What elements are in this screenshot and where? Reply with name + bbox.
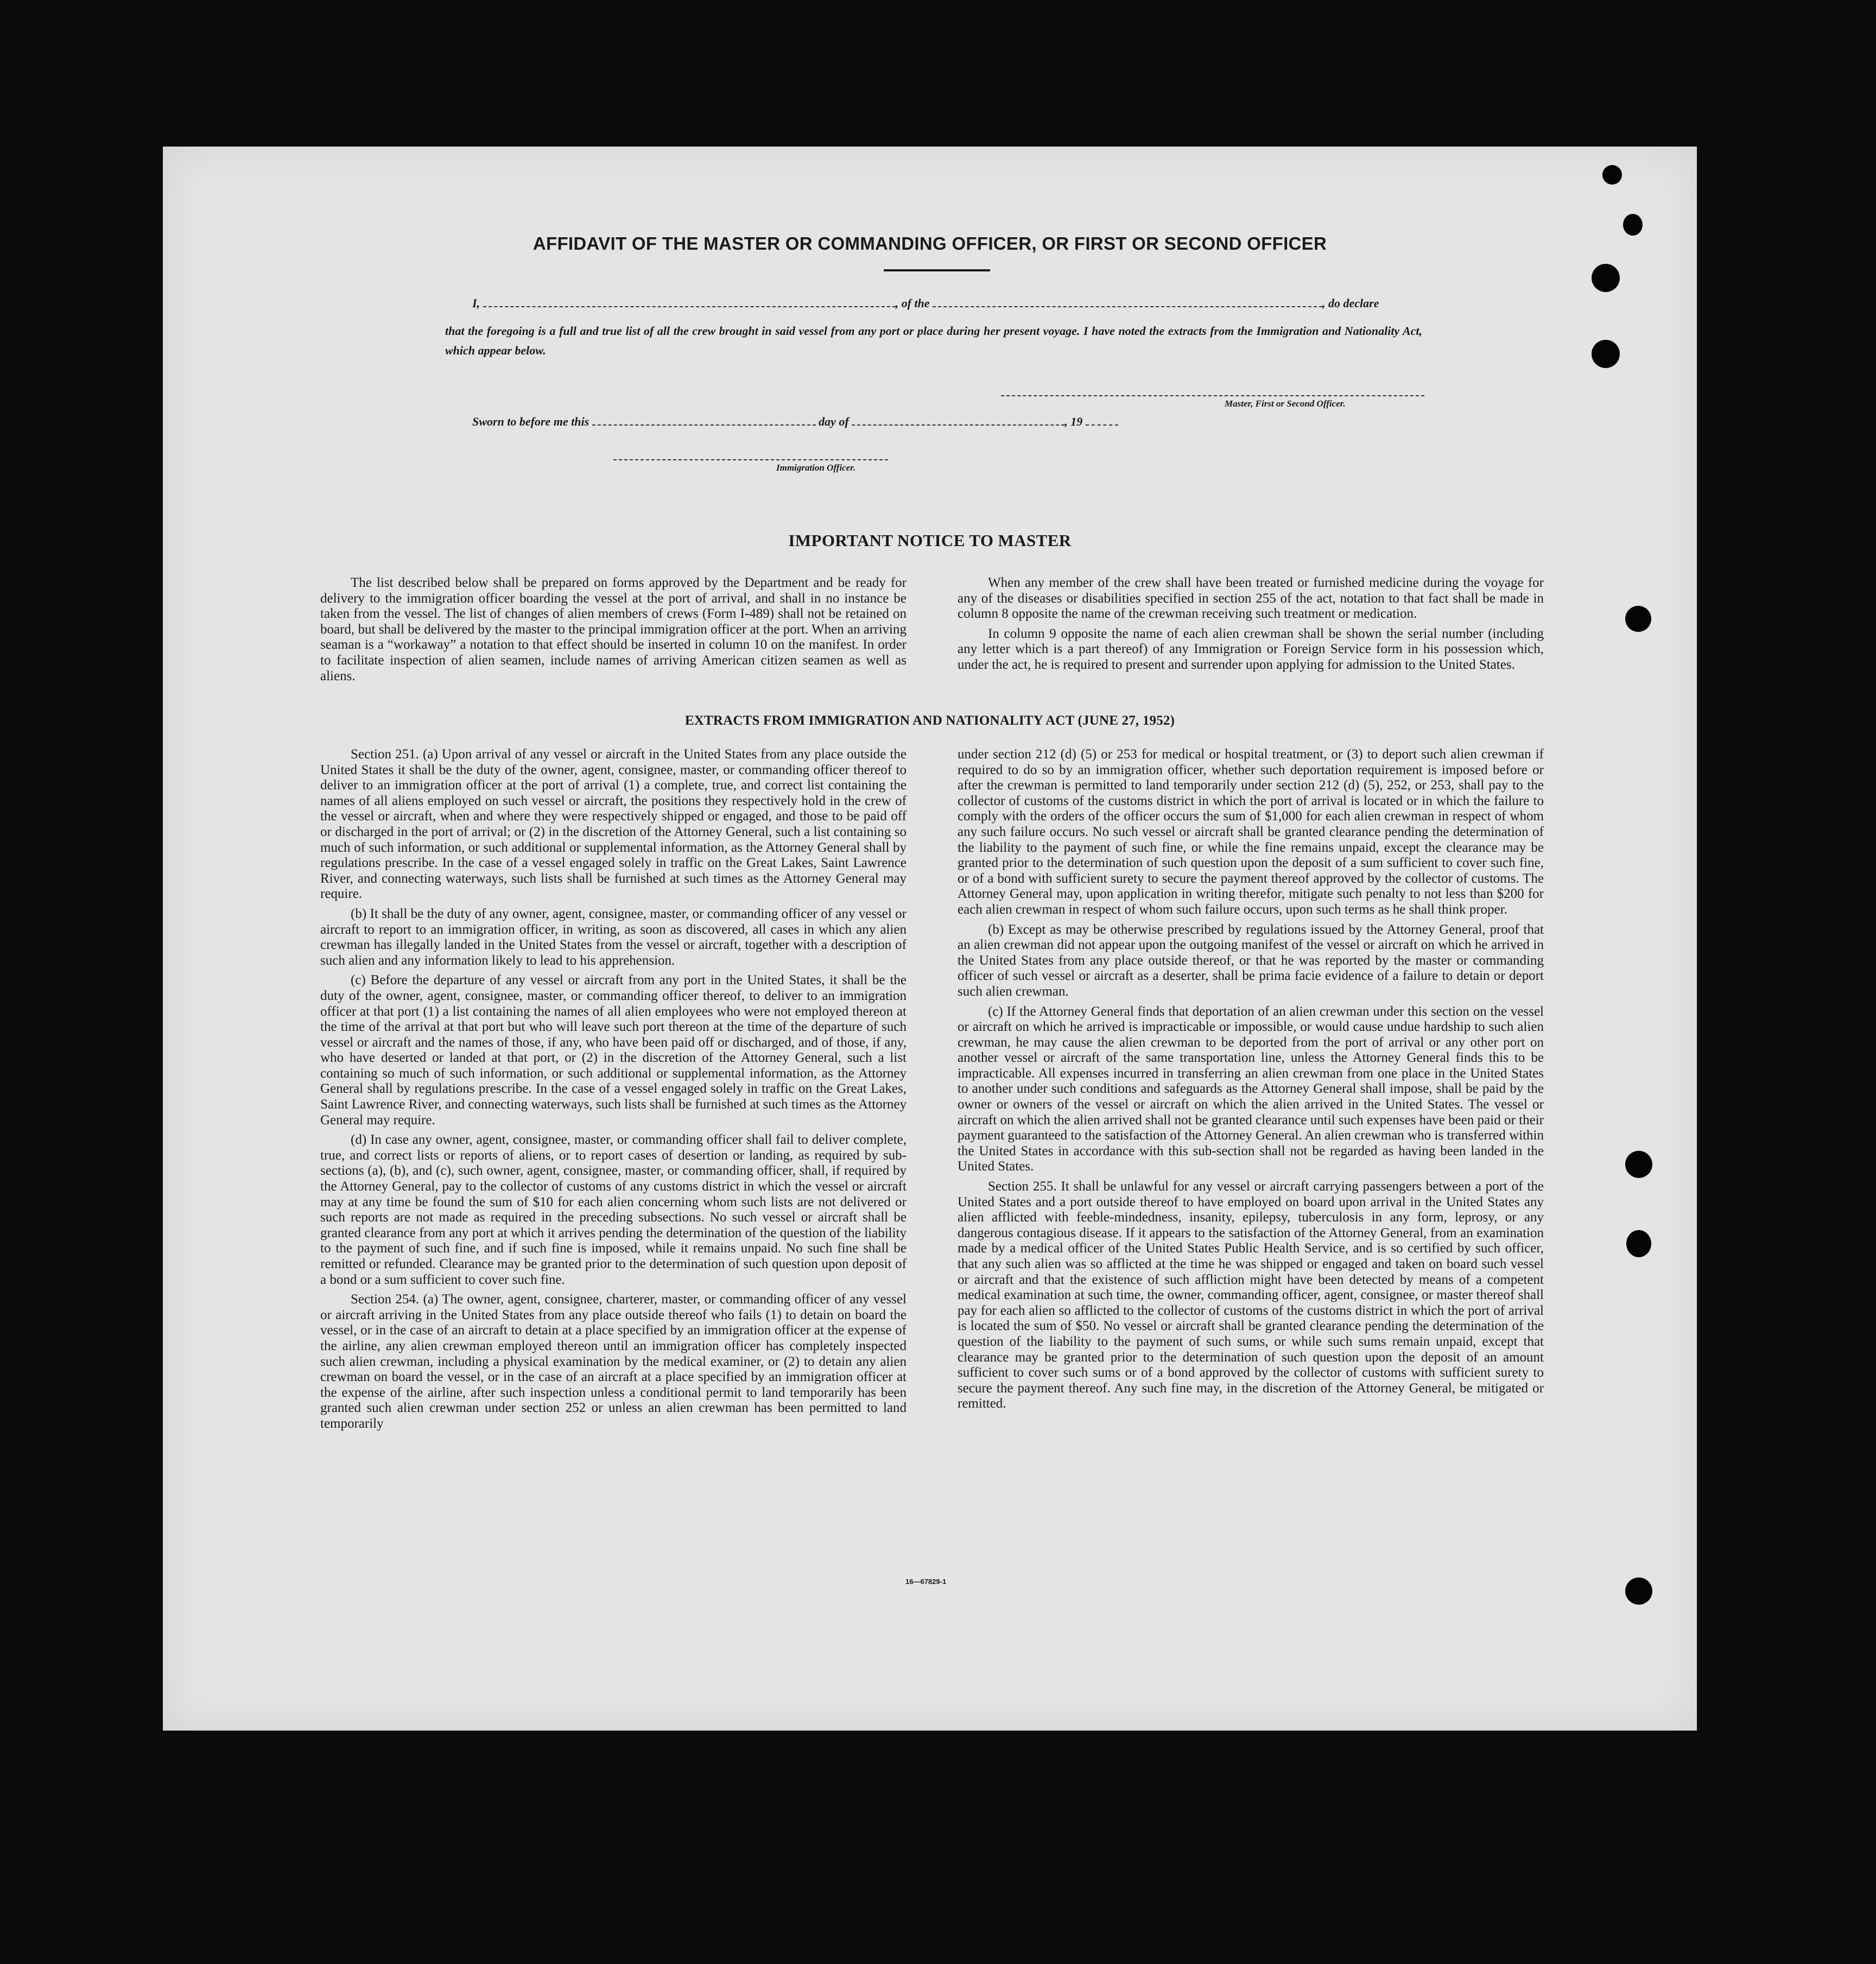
punch-hole	[1592, 264, 1620, 292]
affidavit-line-1	[472, 296, 1379, 311]
punch-hole	[1625, 606, 1651, 632]
month-blank[interactable]	[852, 415, 1064, 426]
section-255: Section 255. It shall be unlawful for any vessel or aircraft carrying passengers between a port of the United States and a port outside thereof to have employed on board upon arrival in the United States any alien afflicted with feeble-mindedness, insanity, epilepsy, tuberculosis in any form, leprosy, or any dangerous contagious disease. If it appears to the satisfaction of the Attorney General, from an examination made by a medical officer of the United States Public Health Service, and is so certified by such officer, that any such alien was so afflicted at the time he was shipped or engaged and taken on board such vessel or aircraft and that the existence of such affliction might have been detected by means of a competent medical examination at such time, the owner, commanding officer, agent, consignee, or master thereof shall pay for each alien so afflicted to the collector of customs of the customs district in which the port of arrival is located the sum of $50. No vessel or aircraft shall be granted clearance pending the determination of the question of the liability to the payment of such sums, or while such sums remain unpaid, except that clearance may be granted prior to the determination of such question upon the deposit of an amount sufficient to cover such sums or of a bond approved by the collector of customs with sufficient surety to secure the payment thereof. Any such fine may, in the discretion of the Attorney General, be mitigated or remitted.	[958, 1179, 1544, 1411]
day-of-label: day of	[819, 415, 849, 428]
punch-hole	[1592, 340, 1620, 368]
punch-hole	[1626, 1230, 1651, 1257]
do-declare-label: , do declare	[1322, 296, 1379, 310]
punch-hole	[1625, 1577, 1652, 1605]
title-rule	[884, 269, 990, 271]
sworn-label: Sworn to before me this	[472, 415, 590, 428]
notice-title: IMPORTANT NOTICE TO MASTER	[788, 531, 1072, 550]
officer-signature-line[interactable]	[613, 459, 888, 460]
vessel-blank[interactable]	[933, 296, 1322, 307]
officer-label: Immigration Officer.	[776, 463, 856, 473]
affidavit-statement: that the foregoing is a full and true list of all the crew brought in said vessel from any port or place during her present voyage. I have noted the extracts from the Immigration and Nationality Act, which appear below.	[445, 324, 1422, 357]
of-the-label: , of the	[895, 296, 930, 310]
form-number: 16—67829-1	[905, 1577, 947, 1586]
name-blank[interactable]	[483, 296, 896, 307]
section-251-a: Section 251. (a) Upon arrival of any vessel or aircraft in the United States from any place outside the United States it shall be the duty of the owner, agent, consignee, master, or commanding officer thereof to deliver to an immigration officer at the port of arrival (1) a complete, true, and correct list containing the names of all aliens employed on such vessel or aircraft, the positions they respectively hold in the crew of the vessel or aircraft, when and where they were respectively shipped or engaged, and those to be paid off or discharged in the port of arrival; or (2) in the discretion of the Attorney General, such a list containing so much of such information, or such additional or supplemental information, as the Attorney General shall by regulations prescribe. In the case of a vessel engaged solely in traffic on the Great Lakes, Saint Lawrence River, and connecting waterways, such lists shall be furnished at such times as the Attorney General may require.	[320, 747, 907, 902]
sworn-date-blank[interactable]	[592, 415, 816, 426]
notice-paragraph: In column 9 opposite the name of each alien crewman shall be shown the serial number (including any letter which is a part thereof) of any Immigration or Foreign Service form in his possession which, under the act, he is required to present and surrender upon applying for admission to the United States.	[958, 626, 1544, 672]
year-blank[interactable]	[1086, 415, 1118, 426]
notice-paragraph: When any member of the crew shall have been treated or furnished medicine during the voyage for any of the diseases or disabilities specified in section 255 of the act, notation to that fact shall be made in column 8 opposite the name of the crewman receiving such treatment or medication.	[958, 575, 1544, 622]
section-251-c: (c) Before the departure of any vessel or aircraft from any port in the United States, it shall be the duty of the owner, agent, consignee, master, or commanding officer thereof, to deliver to an immigration officer at that port (1) a list containing the names of all alien employees who were not employed thereon at the time of the arrival at that port but who will leave such port thereon at the time of the departure of such vessel or aircraft and the names of those, if any, who have been paid off or discharged, and of those, if any, who have deserted or landed at that port, or (2) in the discretion of the Attorney General, such a list containing so much of such information, or such additional or supplemental information, as the Attorney General shall by regulations prescribe. In the case of a vessel engaged solely in traffic on the Great Lakes, Saint Lawrence River, and connecting waterways, such lists shall be furnished at such times as the Attorney General may require.	[320, 973, 907, 1127]
extracts-left-column	[320, 747, 907, 1436]
affidavit-title: AFFIDAVIT OF THE MASTER OR COMMANDING OFFICER, OR FIRST OR SECOND OFFICER	[533, 233, 1327, 254]
notice-right-column	[958, 575, 1544, 677]
extracts-right-column	[958, 747, 1544, 1416]
punch-hole	[1623, 214, 1643, 236]
master-label: Master, First or Second Officer.	[1225, 398, 1346, 409]
punch-hole	[1625, 1151, 1652, 1178]
section-254-b: (b) Except as may be otherwise prescribed by regulations issued by the Attorney General, proof that an alien crewman did not appear upon the outgoing manifest of the vessel or aircraft on which he arrived in the United States from any place outside thereof, or that he was reported by the master or commanding officer of such vessel or aircraft as a deserter, shall be prima facie evidence of a failure to detain or deport such alien crewman.	[958, 922, 1544, 999]
punch-hole	[1602, 165, 1622, 185]
i-label: I,	[472, 296, 480, 310]
section-254-a-continued: under section 212 (d) (5) or 253 for medical or hospital treatment, or (3) to deport such alien crewman if required to do so by an immigration officer, whether such deportation requirement is imposed before or after the crewman is permitted to land temporarily under section 212 (d) (5), 252, or 253, shall pay to the collector of customs of the customs district in which the port of arrival is located or in which the failure to comply with the orders of the officer occurs the sum of $1,000 for each alien crewman in respect of whom any such failure occurs. No such vessel or aircraft shall be granted clearance pending the determination of the liability to the payment of such fine, or while the fine remains unpaid, except the clearance may be granted prior to the determination of such question upon the deposit of a sum sufficient to cover such fine, or of a bond with sufficient surety to secure the payment thereof approved by the collector of customs. The Attorney General may, upon application in writing therefor, mitigate such penalty to not less than $200 for each alien crewman in respect of whom such failure occurs, upon such terms as he shall think proper.	[958, 747, 1544, 917]
notice-paragraph: The list described below shall be prepared on forms approved by the Department and be ready for delivery to the immigration officer boarding the vessel at the port of arrival, and shall in no instance be taken from the vessel. The list of changes of alien members of crews (Form I-489) shall not be retained on board, but shall be delivered by the master to the principal immigration officer at the port. When an arriving seaman is a “workaway” a notation to that effect should be inserted in column 10 on the manifest. In order to facilitate inspection of alien seamen, include names of arriving American citizen seamen as well as aliens.	[320, 575, 907, 683]
extracts-title: EXTRACTS FROM IMMIGRATION AND NATIONALITY ACT (JUNE 27, 1952)	[685, 713, 1175, 728]
master-signature-line[interactable]	[1001, 395, 1424, 396]
year-label: , 19	[1064, 415, 1083, 428]
notice-left-column	[320, 575, 907, 688]
section-251-b: (b) It shall be the duty of any owner, agent, consignee, master, or commanding officer of any vessel or aircraft to report to an immigration officer, in writing, as soon as discovered, all cases in which any alien crewman has illegally landed in the United States from the vessel or aircraft, together with a description of such alien and any information likely to lead to his apprehension.	[320, 906, 907, 968]
section-254-c: (c) If the Attorney General finds that deportation of an alien crewman under this section on the vessel or aircraft on which he arrived is impracticable or impossible, or would cause undue hardship to such alien crewman, he may cause the alien crewman to be deported from the port of arrival or any other port on another vessel or aircraft of the same transportation line, unless the Attorney General finds this to be impracticable. All expenses incurred in transferring an alien crewman from one place in the United States to another under such conditions and safeguards as the Attorney General shall impose, shall be paid by the owner or owners of the vessel or aircraft on which the alien arrived in the United States. The vessel or aircraft on which the alien arrived shall not be granted clearance until such expenses have been paid or their payment guaranteed to the satisfaction of the Attorney General. An alien crewman who is transferred within the United States in accordance with this sub-section shall not be regarded as having been landed in the United States.	[958, 1004, 1544, 1174]
section-254-a: Section 254. (a) The owner, agent, consignee, charterer, master, or commanding officer of any vessel or aircraft arriving in the United States from any place outside thereof who fails (1) to detain on board the vessel, or in the case of an aircraft to detain at a place specified by an immigration officer at the expense of the airline, any alien crewman employed thereon until an immigration officer has completely inspected such alien crewman, including a physical examination by the medical examiner, or (2) to detain any alien crewman on board the vessel, or in the case of an aircraft at a place specified by an immigration officer at the expense of the airline, after such inspection unless a conditional permit to land temporarily has been granted such alien crewman under section 252 or unless an alien crewman has been permitted to land temporarily	[320, 1292, 907, 1431]
document-page	[163, 147, 1697, 1731]
sworn-line	[472, 415, 1118, 429]
section-251-d: (d) In case any owner, agent, consignee, master, or commanding officer shall fail to deliver complete, true, and correct lists or reports of aliens, or to report cases of desertion or landing, as required by sub-sections (a), (b), and (c), such owner, agent, consignee, master, or commanding officer, shall, if required by the Attorney General, pay to the collector of customs of any customs district in which the vessel or aircraft may at any time be found the sum of $10 for each alien concerning whom such lists are not delivered or such reports are not made as required in the preceding subsections. No such vessel or aircraft shall be granted clearance from any port at which it arrives pending the determination of the question of the liability to the payment of such fine, and if such fine is imposed, while it remains unpaid. No such fine shall be remitted or refunded. Clearance may be granted prior to the determination of such question upon deposit of a bond or a sum sufficient to cover such fine.	[320, 1132, 907, 1287]
